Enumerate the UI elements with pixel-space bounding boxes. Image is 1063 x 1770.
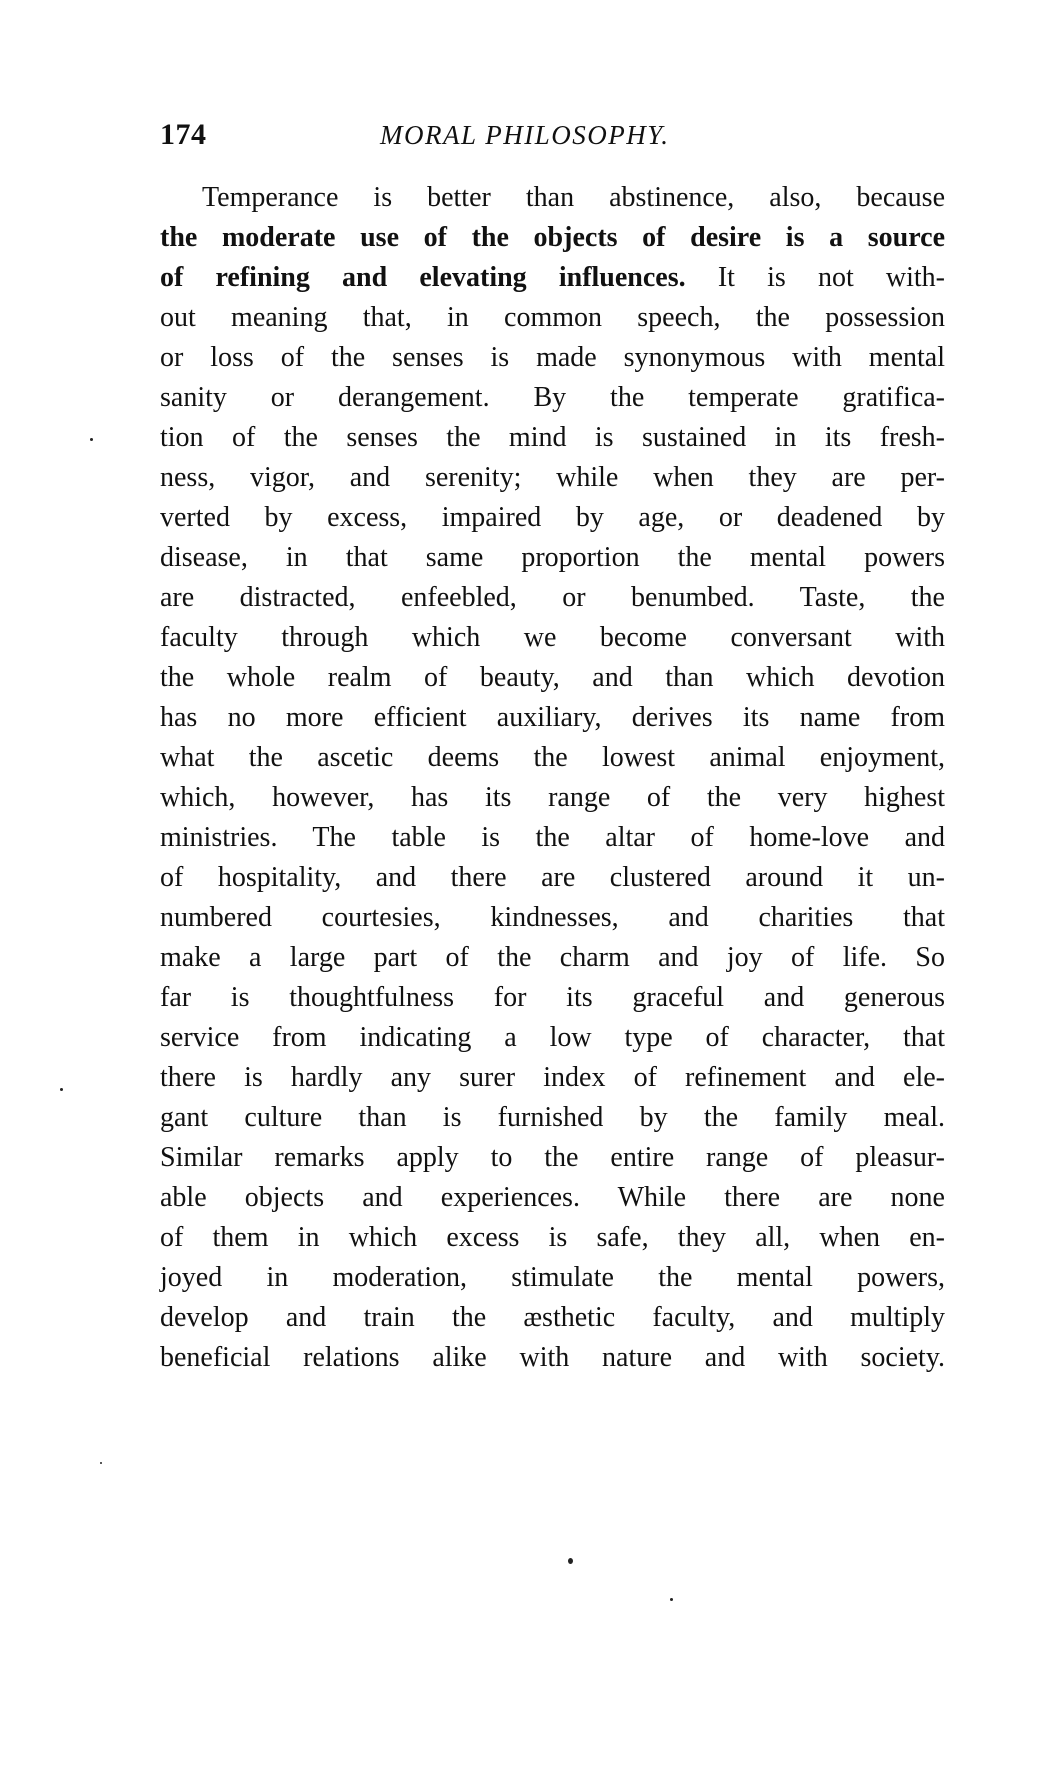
- text-line: faculty through which we become conversant with: [160, 622, 945, 653]
- text-line: tion of the senses the mind is sustained in its fresh-: [160, 422, 945, 453]
- text-line: beneficial relations alike with nature and with society.: [160, 1342, 945, 1373]
- text-line: Similar remarks apply to the entire range of pleasur-: [160, 1142, 945, 1173]
- text-line: make a large part of the charm and joy of life. So: [160, 942, 945, 973]
- body-paragraph: [160, 178, 945, 1378]
- text-line: the whole realm of beauty, and than which devotion: [160, 662, 945, 693]
- text-line: of hospitality, and there are clustered around it un-: [160, 862, 945, 893]
- text-line: able objects and experiences. While there are none: [160, 1182, 945, 1213]
- text-line: sanity or derangement. By the temperate gratifica-: [160, 382, 945, 413]
- text-line: what the ascetic deems the lowest animal enjoyment,: [160, 742, 945, 773]
- text-line: of them in which excess is safe, they all, when en-: [160, 1222, 945, 1253]
- text-line: [160, 258, 945, 298]
- scan-speck: [90, 438, 93, 441]
- text-line: or loss of the senses is made synonymous with mental: [160, 342, 945, 373]
- text-line: out meaning that, in common speech, the possession: [160, 302, 945, 333]
- text-line: develop and train the æsthetic faculty, and multiply: [160, 1302, 945, 1333]
- scan-speck: [60, 1088, 63, 1091]
- text-line: verted by excess, impaired by age, or deadened by: [160, 502, 945, 533]
- text-line: the moderate use of the objects of desire is a source: [160, 222, 945, 253]
- text-line: disease, in that same proportion the mental powers: [160, 542, 945, 573]
- text-line: ministries. The table is the altar of home-love and: [160, 822, 945, 853]
- page-header: [160, 118, 950, 158]
- text-line: numbered courtesies, kindnesses, and charities that: [160, 902, 945, 933]
- text-line: gant culture than is furnished by the family meal.: [160, 1102, 945, 1133]
- running-title: MORAL PHILOSOPHY.: [380, 120, 670, 150]
- text-line: has no more efficient auxiliary, derives its name from: [160, 702, 945, 733]
- scan-speck: [100, 1462, 102, 1464]
- text-line: service from indicating a low type of character, that: [160, 1022, 945, 1053]
- text-line: which, however, has its range of the very highest: [160, 782, 945, 813]
- page-number: 174: [160, 118, 207, 151]
- scan-speck: [670, 1598, 673, 1601]
- scan-speck: [568, 1558, 573, 1564]
- text-line: joyed in moderation, stimulate the mental powers,: [160, 1262, 945, 1293]
- line-remainder: It is not with-: [685, 262, 945, 293]
- text-line: ness, vigor, and serenity; while when they are per-: [160, 462, 945, 493]
- bold-phrase: of refining and elevating influences.: [160, 262, 686, 293]
- text-line: there is hardly any surer index of refinement and ele-: [160, 1062, 945, 1093]
- text-line: Temperance is better than abstinence, also, because: [202, 182, 945, 213]
- text-line: far is thoughtfulness for its graceful and generous: [160, 982, 945, 1013]
- text-line: are distracted, enfeebled, or benumbed. Taste, the: [160, 582, 945, 613]
